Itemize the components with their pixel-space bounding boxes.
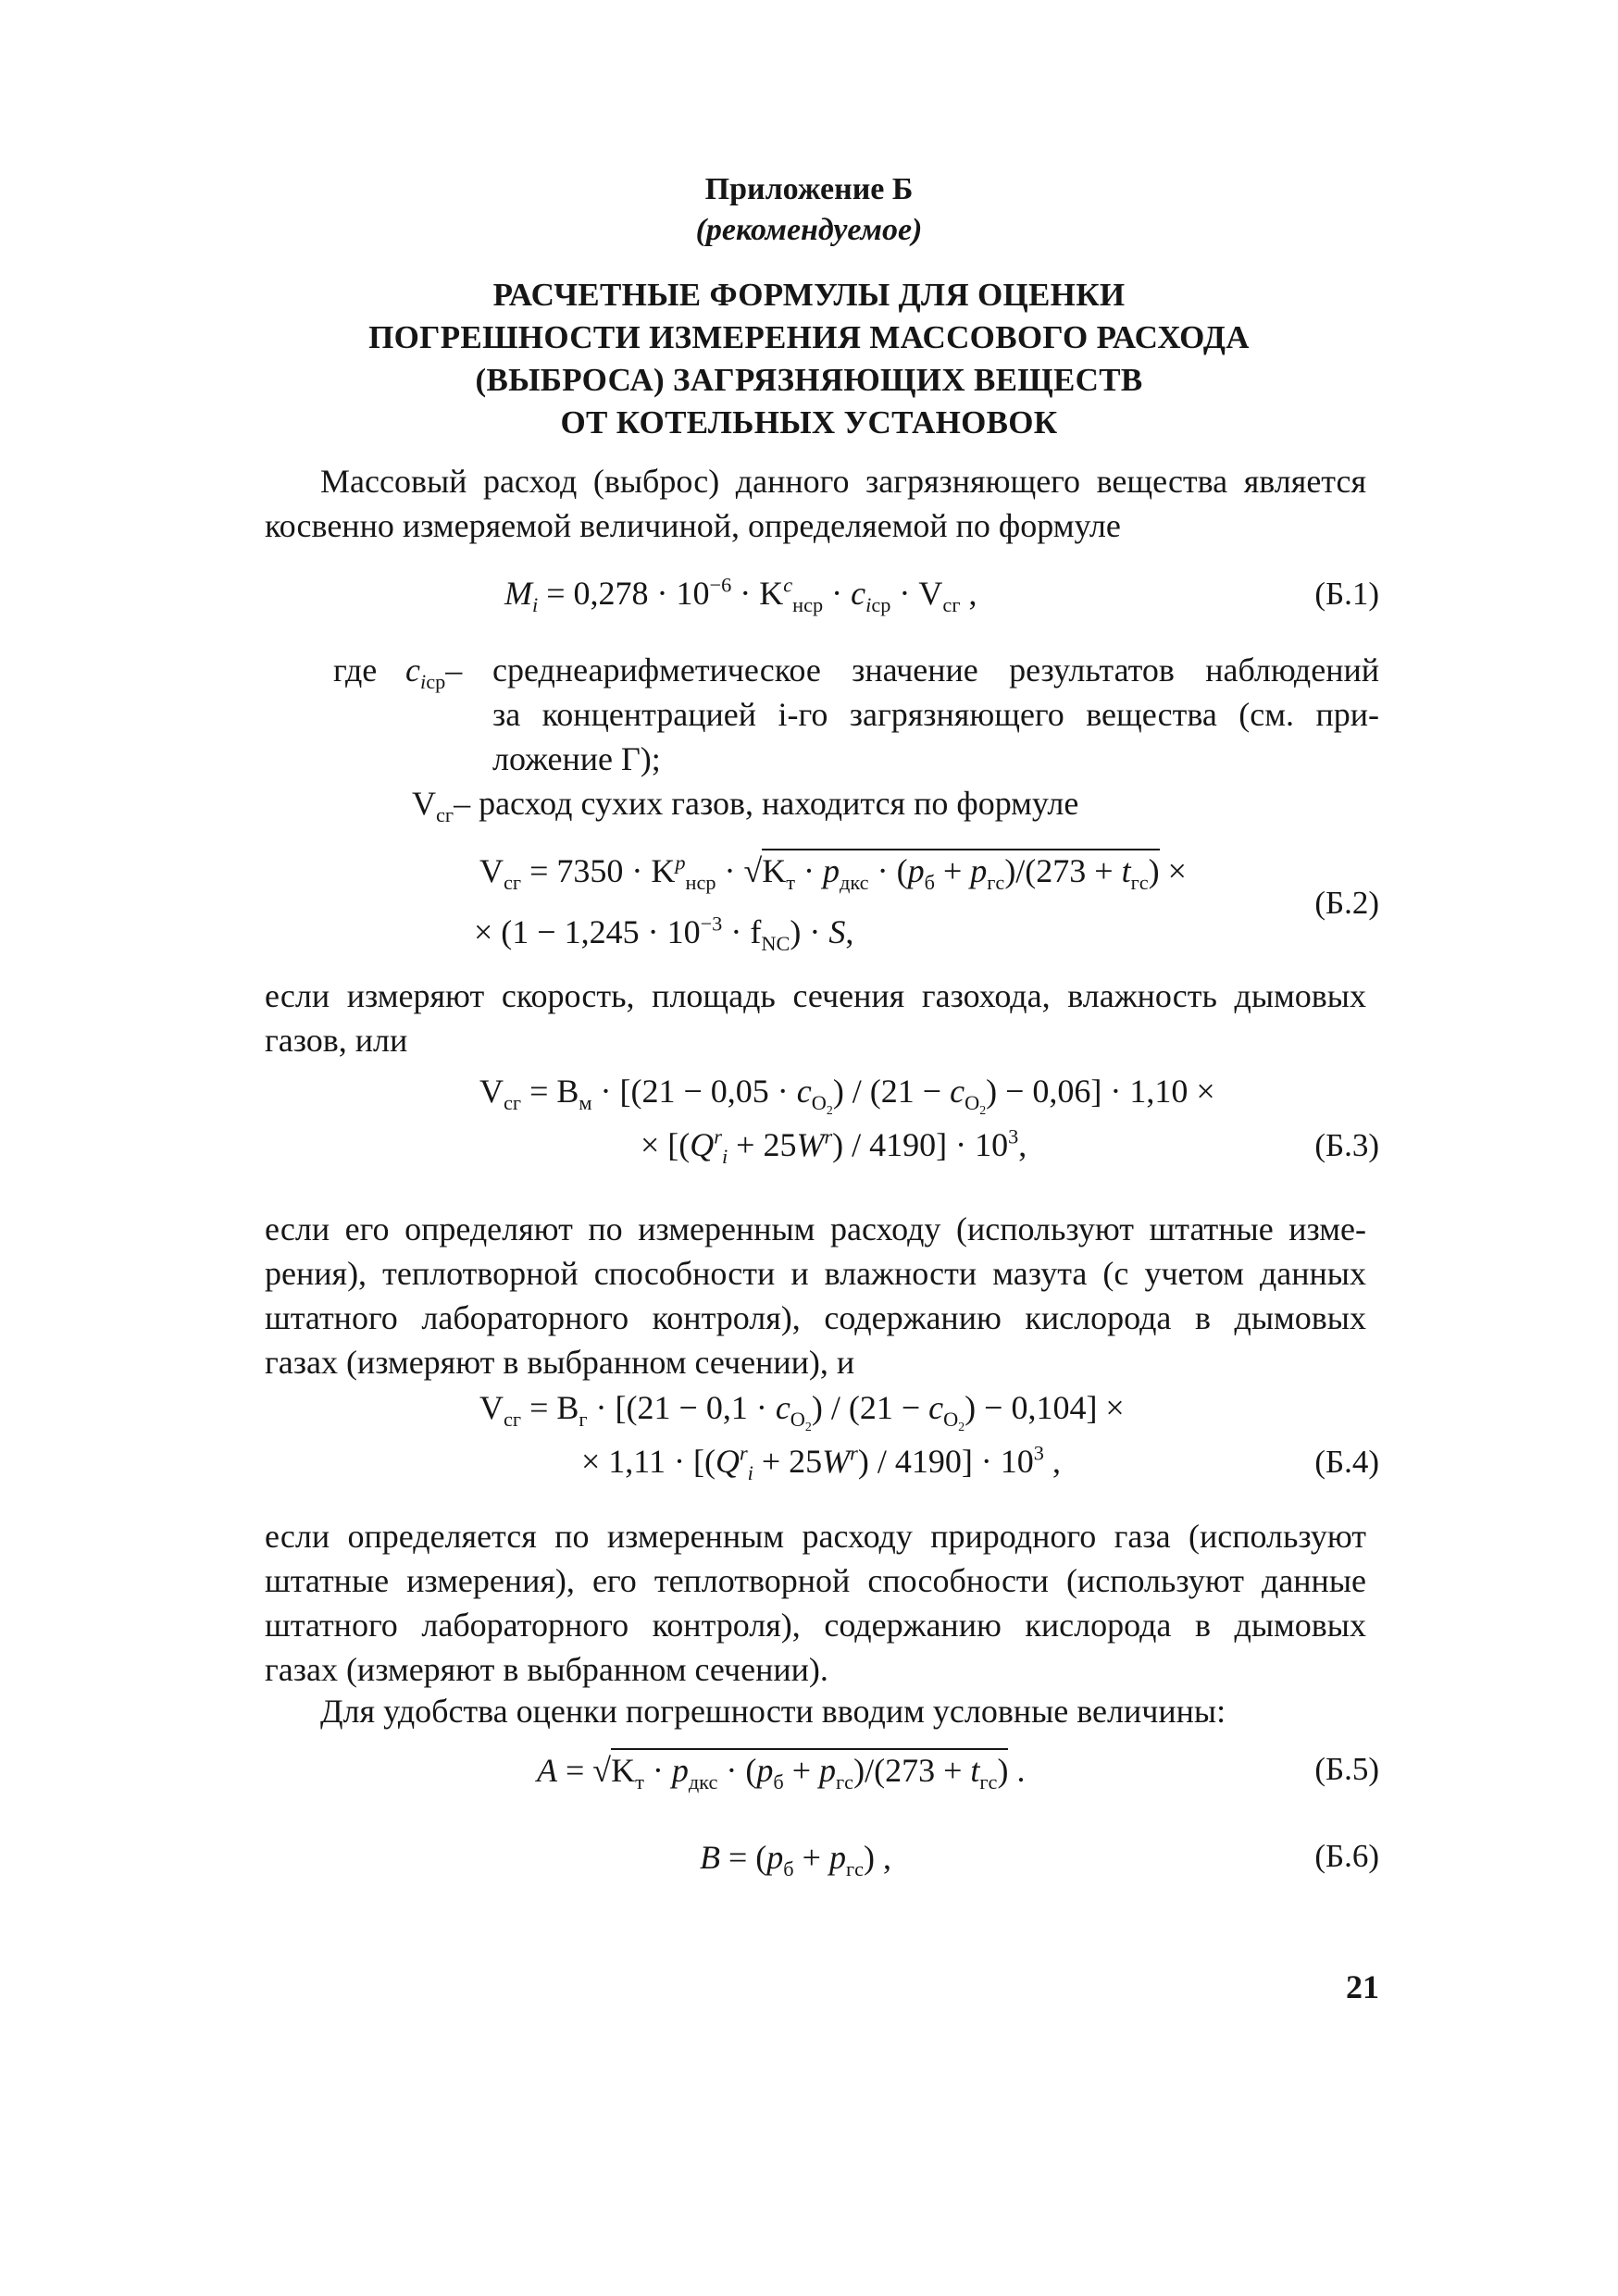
paragraph-line: газов, или bbox=[265, 1022, 408, 1059]
formula-b5: $A = √K_т \cdot p_{дкс} \cdot (p_б + p_{гс})/(273 + t_{гс})$ . bbox=[537, 1751, 1025, 1790]
title-line: ОТ КОТЕЛЬНЫХ УСТАНОВОК bbox=[560, 404, 1058, 441]
paragraph-line: если определяется по измеренным расходу природного газа (используют bbox=[265, 1518, 1366, 1555]
c-mean-definition bbox=[492, 648, 1379, 781]
paragraph-after-b2 bbox=[265, 974, 1366, 1062]
paragraph-line: штатные измерения), его теплотворной способности (используют данные bbox=[265, 1562, 1366, 1599]
paragraph-line: газах (измеряют в выбранном сечении), и bbox=[265, 1344, 855, 1381]
equation-number: (Б.6) bbox=[1314, 1838, 1379, 1874]
equation-number: (Б.3) bbox=[1314, 1127, 1379, 1163]
definition-line: ложение Г); bbox=[492, 740, 661, 777]
formula-b4-line1: $V_{сг} = B_г \cdot [(21 - 0,1 \cdot c_{O_2}) / (21 - c_{O_2}) - 0,104]$ × bbox=[479, 1389, 1125, 1433]
paragraph-line: штатного лабораторного контроля), содержанию кислорода в дымовых bbox=[265, 1607, 1366, 1644]
conditional-values-intro: Для удобства оценки погрешности вводим условные величины: bbox=[320, 1693, 1226, 1730]
definition-line: среднеарифметическое значение результатов наблюдений bbox=[492, 652, 1379, 689]
appendix-title bbox=[0, 274, 1618, 444]
paragraph-after-b3 bbox=[265, 1207, 1366, 1384]
equation-number: (Б.5) bbox=[1314, 1751, 1379, 1787]
formula-b2-line2: × $(1 - 1,245 \cdot 10^{-3} \cdot f_{NC}) \cdot S$, bbox=[474, 912, 854, 955]
v-dry-definition: расход сухих газов, находится по формуле bbox=[479, 785, 1079, 822]
paragraph-line: Массовый расход (выброс) данного загрязняющего вещества является bbox=[320, 463, 1366, 500]
c-mean-term: $c_{iср}-$ bbox=[405, 652, 463, 693]
intro-paragraph bbox=[265, 459, 1366, 548]
equation-number: (Б.2) bbox=[1314, 885, 1379, 921]
page-number: 21 bbox=[1346, 1968, 1379, 2005]
term-dash: – bbox=[454, 785, 471, 822]
where-label: где bbox=[333, 652, 378, 689]
v-dry-term: $V_{сг}-$ расход сухих газов, находится по формуле bbox=[412, 785, 1079, 826]
formula-b6: $B = (p_б + p_{гс})$ , bbox=[700, 1839, 892, 1880]
paragraph-line: штатного лабораторного контроля), содержанию кислорода в дымовых bbox=[265, 1299, 1366, 1336]
equation-number: (Б.1) bbox=[1314, 576, 1379, 612]
appendix-status: (рекомендуемое) bbox=[695, 213, 923, 247]
paragraph-line: если его определяют по измеренным расходу (используют штатные изме- bbox=[265, 1210, 1366, 1247]
title-line: РАСЧЕТНЫЕ ФОРМУЛЫ ДЛЯ ОЦЕНКИ bbox=[492, 277, 1126, 313]
term-dash: – bbox=[445, 652, 463, 689]
formula-b3-line1: $V_{сг} = B_м \cdot [(21 - 0,05 \cdot c_{O_2}) / (21 - c_{O_2}) - 0,06] \cdot 1,10$ × bbox=[479, 1073, 1215, 1117]
equation-number: (Б.4) bbox=[1314, 1444, 1379, 1480]
formula-b2-line1: $V_{сг} = 7350 \cdot K^p_{нср} \cdot √K_т \cdot p_{дкс} \cdot (p_б + p_{гс})/(273 + t_{гс})$ × bbox=[479, 851, 1187, 890]
appendix-label: Приложение Б bbox=[704, 172, 914, 206]
title-line: (ВЫБРОСА) ЗАГРЯЗНЯЮЩИХ ВЕЩЕСТВ bbox=[475, 362, 1143, 398]
formula-b4-line2: × $1,11 \cdot [(Q^r_i + 25W^r) / 4190] \cdot 10^3$ , bbox=[581, 1441, 1061, 1484]
paragraph-line: если измеряют скорость, площадь сечения газохода, влажность дымовых bbox=[265, 977, 1366, 1014]
definition-line: за концентрацией i-го загрязняющего вещества (см. при- bbox=[492, 696, 1379, 733]
paragraph-line: рения), теплотворной способности и влажности мазута (с учетом данных bbox=[265, 1255, 1366, 1292]
formula-b1: $M_i = 0,278 \cdot 10^{-6} \cdot K^c_{нср} \cdot c_{iср} \cdot V_{сг}$ , bbox=[504, 573, 977, 616]
formula-b3-line2: × $[(Q^r_i + 25W^r) / 4190] \cdot 10^3$, bbox=[641, 1124, 1027, 1168]
paragraph-line: косвенно измеряемой величиной, определяемой по формуле bbox=[265, 507, 1121, 544]
paragraph-line: газах (измеряют в выбранном сечении). bbox=[265, 1651, 828, 1688]
paragraph-after-b4 bbox=[265, 1514, 1366, 1692]
title-line: ПОГРЕШНОСТИ ИЗМЕРЕНИЯ МАССОВОГО РАСХОДА bbox=[368, 319, 1250, 355]
